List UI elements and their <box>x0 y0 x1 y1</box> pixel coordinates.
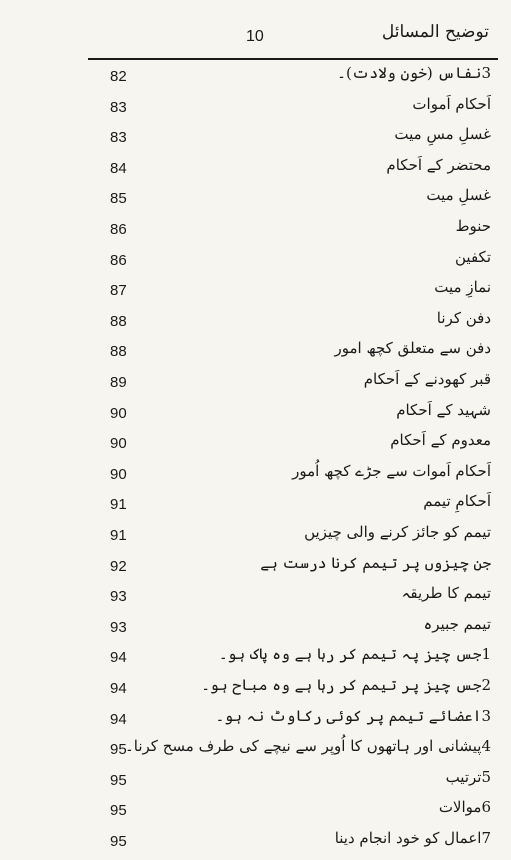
toc-entry <box>0 339 511 369</box>
toc-page-number: 95 <box>110 771 127 789</box>
toc-page-number: 86 <box>110 221 127 238</box>
toc-entry <box>0 829 511 859</box>
toc-title: 3اعضائے تیمم پر کوئی رکاوٹ نہ ہو۔ <box>215 706 491 725</box>
toc-page-number: 95 <box>110 741 127 759</box>
toc-entry <box>0 707 511 737</box>
page-number: 10 <box>246 28 264 45</box>
toc-title: تیمم کو جائز کرنے والی چیزیں <box>304 523 491 541</box>
toc-entry <box>0 431 511 461</box>
toc-page-number: 91 <box>110 496 127 514</box>
toc-title: تیمم کا طریقہ <box>401 584 491 603</box>
header-rule <box>88 58 498 60</box>
toc-entry <box>0 401 511 431</box>
toc-entry <box>0 217 511 247</box>
toc-title: 7اعمال کو خود انجام دینا <box>334 829 491 847</box>
toc-title: تیمم جبیرہ <box>423 614 491 633</box>
toc-page-number: 86 <box>110 251 127 269</box>
toc-title: حنوط <box>455 217 491 235</box>
toc-page-number: 95 <box>110 802 127 820</box>
toc-title: قبر کھودنے کے اَحکام <box>363 370 491 388</box>
toc-entry <box>0 645 511 675</box>
toc-title: نمازِ میت <box>434 278 491 297</box>
toc-title: معدوم کے اَحکام <box>390 431 491 450</box>
toc-entry <box>0 737 511 767</box>
toc-page-number: 88 <box>110 343 127 361</box>
toc-page-number: 95 <box>110 833 127 850</box>
toc-entry <box>0 309 511 339</box>
toc-page-number: 90 <box>110 465 127 483</box>
toc-page-number: 90 <box>110 404 127 422</box>
toc-title: 2جس چیز پر تیمم کر رہا ہے وہ مباح ہو۔ <box>201 676 491 694</box>
toc-title: 5ترتیب <box>445 767 491 786</box>
toc-page-number: 82 <box>110 68 127 85</box>
toc-title: دفن سے متعلق کچھ امور <box>334 339 491 358</box>
toc-page-number: 94 <box>110 680 127 697</box>
toc-title: غسلِ مسِ میت <box>394 125 491 144</box>
toc-entry <box>0 584 511 614</box>
toc-page-number: 90 <box>110 435 127 453</box>
toc-entry <box>0 248 511 278</box>
page-header <box>0 0 511 60</box>
toc-title: دفن کرنا <box>436 308 491 327</box>
toc-page-number: 91 <box>110 527 127 544</box>
toc-entry <box>0 156 511 186</box>
toc-title: محتضر کے اَحکام <box>386 155 491 174</box>
toc-entry <box>0 554 511 584</box>
toc-page-number: 89 <box>110 374 127 391</box>
toc-page-number: 84 <box>110 159 127 177</box>
toc-title: جن چیزوں پر تیمم کرنا درست ہے <box>260 553 491 572</box>
book-title: توضیح المسائل <box>381 22 489 42</box>
toc-title: غسلِ میت <box>426 186 491 205</box>
toc-entry <box>0 278 511 308</box>
toc-page-number: 93 <box>110 618 127 636</box>
toc-entry <box>0 768 511 798</box>
toc-entry <box>0 523 511 553</box>
toc-entry <box>0 492 511 522</box>
toc-title: تکفین <box>455 247 491 266</box>
toc-page-number: 88 <box>110 312 127 330</box>
toc-entry <box>0 615 511 645</box>
toc-entry <box>0 798 511 828</box>
toc-entry <box>0 125 511 155</box>
toc-title: 1جس چیز پہ تیمم کر رہا ہے وہ پاک ہو۔ <box>218 645 491 664</box>
toc-entry <box>0 64 511 94</box>
toc-entry <box>0 370 511 400</box>
toc-page-number: 83 <box>110 129 127 147</box>
toc-title: 4پیشانی اور ہاتھوں کا اُوپر سے نیچے کی طرف مسح کرنا۔ <box>125 737 491 756</box>
toc-title: شہید کے اَحکام <box>396 400 491 419</box>
toc-page-number: 93 <box>110 588 127 606</box>
toc-entry <box>0 186 511 216</box>
toc-page-number: 94 <box>110 649 127 667</box>
toc-page-number: 87 <box>110 282 127 300</box>
toc-title: اَحکامِ تیمم <box>423 492 491 511</box>
toc-title: اَحکام اَموات سے جڑے کچھ اُمور <box>292 461 491 480</box>
toc-title: 3نفاس (خونِ ولادت)۔ <box>337 64 491 82</box>
toc-entry <box>0 462 511 492</box>
toc-entry <box>0 95 511 125</box>
toc-title: 6موالات <box>438 798 491 817</box>
toc-page-number: 92 <box>110 557 127 575</box>
toc-page-number: 83 <box>110 98 127 116</box>
toc-page-number: 94 <box>110 710 127 728</box>
toc-entry <box>0 676 511 706</box>
toc-title: اَحکام اَموات <box>412 94 491 113</box>
toc-page-number: 85 <box>110 190 127 208</box>
